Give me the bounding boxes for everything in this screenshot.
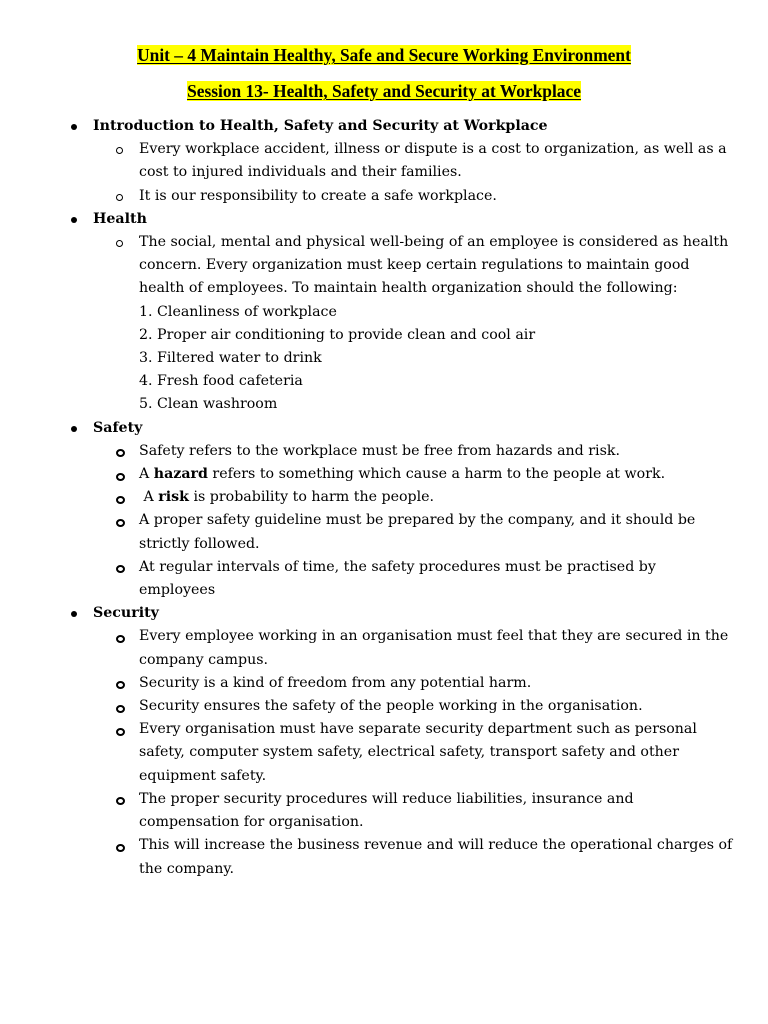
list-item	[139, 231, 733, 417]
list-item-text: is probability to harm the people.	[188, 489, 435, 506]
circle-bullet-icon	[116, 473, 125, 481]
section-heading-text: Introduction to Health, Safety and Security at Workplace	[93, 118, 548, 134]
list-item	[139, 672, 733, 695]
circle-bullet-icon	[116, 240, 123, 247]
list-item-text: refers to something which cause a harm to the people at work.	[207, 466, 666, 483]
list-item	[139, 695, 733, 718]
health-paragraph: The social, mental and physical well-being of an employee is considered as health concern. Every organization must keep certain regulations to maintain good health of employees. To maintain health organization should the following:	[139, 234, 729, 297]
sub-list	[93, 440, 733, 602]
section-heading	[93, 208, 733, 231]
list-item-text: It is our responsibility to create a safe workplace.	[139, 187, 497, 204]
circle-bullet-icon	[116, 705, 125, 713]
section-health	[93, 208, 733, 417]
circle-bullet-icon	[116, 728, 125, 736]
circle-bullet-icon	[116, 844, 125, 852]
section-heading-text: Safety	[93, 419, 143, 436]
list-item	[139, 185, 733, 208]
section-heading	[93, 115, 733, 138]
numbered-item: 1. Cleanliness of workplace	[139, 303, 337, 320]
section-heading-text: Health	[93, 210, 147, 227]
list-item-text: A	[139, 489, 159, 506]
list-item-text: Every workplace accident, illness or dispute is a cost to organization, as well as a cost to injured individuals and their families.	[139, 141, 727, 181]
list-item	[139, 138, 733, 184]
section-heading	[93, 417, 733, 440]
list-item-text: Security is a kind of freedom from any potential harm.	[139, 674, 532, 691]
bullet-icon	[71, 611, 77, 617]
list-item	[139, 625, 733, 671]
bullet-icon	[71, 124, 77, 130]
circle-bullet-icon	[116, 681, 125, 689]
list-item	[139, 788, 733, 834]
section-security	[93, 602, 733, 880]
session-title	[0, 80, 768, 102]
numbered-item: 2. Proper air conditioning to provide clean and cool air	[139, 326, 536, 343]
list-item-text: Every employee working in an organisation must feel that they are secured in the company campus.	[139, 628, 729, 668]
numbered-item: 4. Fresh food cafeteria	[139, 373, 303, 390]
list-item	[139, 463, 733, 486]
sub-list	[93, 625, 733, 880]
list-item	[139, 718, 733, 788]
list-item-text: Safety refers to the workplace must be free from hazards and risk.	[139, 442, 620, 459]
bullet-icon	[71, 217, 77, 223]
list-item	[139, 486, 733, 509]
list-item-text: Every organisation must have separate security department such as personal safety, computer system safety, electrical safety, transport safety and other equipment safety.	[139, 721, 697, 784]
circle-bullet-icon	[116, 147, 123, 154]
document-body	[93, 115, 733, 881]
list-item	[139, 834, 733, 880]
unit-title-text: Unit – 4 Maintain Healthy, Safe and Secure Working Environment	[137, 45, 631, 65]
hazard-term: hazard	[153, 466, 208, 483]
list-item-text: Security ensures the safety of the people working in the organisation.	[139, 698, 643, 715]
circle-bullet-icon	[116, 635, 125, 643]
circle-bullet-icon	[116, 496, 125, 504]
list-item	[139, 440, 733, 463]
circle-bullet-icon	[116, 519, 125, 527]
list-item-text: A	[139, 466, 154, 483]
session-title-text: Session 13- Health, Safety and Security at Workplace	[187, 81, 581, 101]
list-item	[139, 556, 733, 602]
circle-bullet-icon	[116, 565, 125, 573]
section-safety	[93, 417, 733, 603]
list-item	[139, 509, 733, 555]
circle-bullet-icon	[116, 449, 125, 457]
unit-title	[0, 44, 768, 66]
sub-list	[93, 231, 733, 417]
section-introduction	[93, 115, 733, 208]
numbered-item: 3. Filtered water to drink	[139, 350, 322, 367]
circle-bullet-icon	[116, 194, 123, 201]
section-heading-text: Security	[93, 605, 159, 622]
numbered-item: 5. Clean washroom	[139, 396, 278, 413]
sub-list	[93, 138, 733, 208]
section-heading	[93, 602, 733, 625]
risk-term: risk	[158, 489, 189, 506]
circle-bullet-icon	[116, 797, 125, 805]
list-item-text: A proper safety guideline must be prepared by the company, and it should be strictly followed.	[139, 512, 696, 552]
bullet-icon	[71, 426, 77, 432]
list-item-text: This will increase the business revenue and will reduce the operational charges of the company.	[139, 837, 733, 877]
list-item-text: The proper security procedures will reduce liabilities, insurance and compensation for organisation.	[139, 790, 634, 831]
list-item-text: At regular intervals of time, the safety procedures must be practised by employees	[139, 558, 656, 599]
